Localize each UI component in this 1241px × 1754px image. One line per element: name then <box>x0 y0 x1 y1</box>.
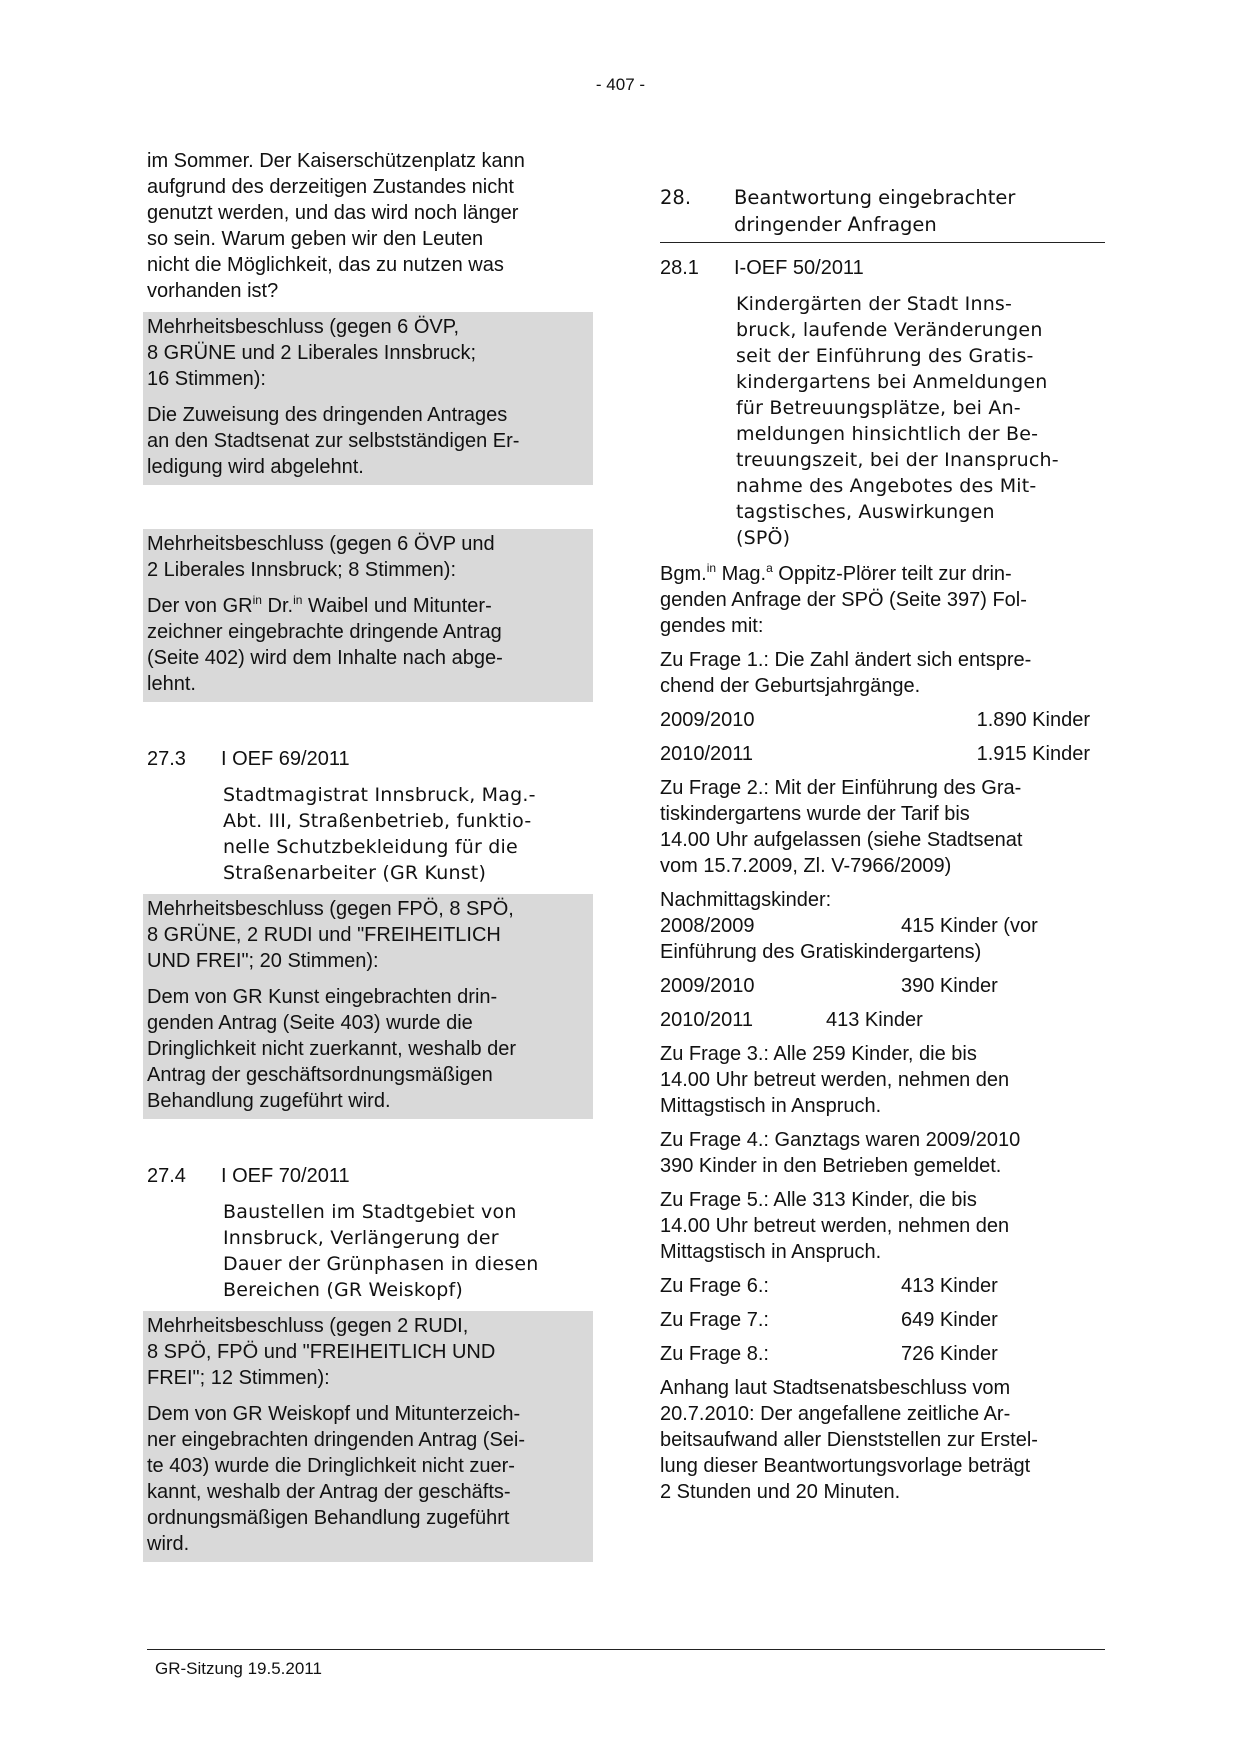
resolution-vote: Mehrheitsbeschluss (gegen 6 ÖVP, 8 GRÜNE und 2 Liberales Innsbruck; 16 Stimmen): <box>147 316 477 390</box>
page-number: - 407 - <box>595 75 646 94</box>
answer-intro: Bgm.$^{in}$ Mag.$^a$ Oppitz-Plörer teilt zur drin- genden Anfrage der SPÖ (Seite 397) Fol- gendes mit: <box>660 561 1027 637</box>
resolution-text: Dem von GR Weiskopf und Mitunterzeich- ner eingebrachten dringenden Antrag (Sei- te 403) wurde die Dringlichkeit nicht zuer- kannt, weshalb der Antrag der geschäfts- ordnungsmäßigen Behandlung zugeführt wird. <box>147 1403 526 1555</box>
answer-q1: Zu Frage 1.: Die Zahl ändert sich entspre- chend der Geburtsjahrgänge. <box>660 649 1032 697</box>
resolution-vote: Mehrheitsbeschluss (gegen FPÖ, 8 SPÖ, 8 GRÜNE, 2 RUDI und "FREIHEITLICH UND FREI"; 20 Stimmen): <box>147 898 514 972</box>
answer-q3: Zu Frage 3.: Alle 259 Kinder, die bis 14.00 Uhr betreut werden, nehmen den Mittagstisch in Anspruch. <box>660 1043 1010 1117</box>
section-number: 28. <box>660 186 692 209</box>
item-reference: I OEF 70/2011 <box>221 1165 350 1187</box>
resolution-box-1 <box>143 312 593 485</box>
footer-divider <box>147 1649 1105 1650</box>
answer-row: Zu Frage 7.: 649 Kinder <box>660 1309 998 1331</box>
intro-paragraph: im Sommer. Der Kaiserschützenplatz kann aufgrund des derzeitigen Zustandes nicht genutzt werden, und das wird noch länger so sein. Warum geben wir den Leuten nicht die Möglichkeit, das zu nutzen was vorhanden ist? <box>147 150 525 302</box>
resolution-text: Der von $GR^{in}$ Dr.$^{in}$ Waibel und Mitunter- zeichner eingebrachte dringende Antrag (Seite 402) wird dem Inhalte nach abge- lehnt. <box>147 593 503 695</box>
resolution-box-3 <box>143 894 593 1119</box>
q1-row: 2009/2010 1.890 Kinder <box>660 709 1090 731</box>
answer-q5: Zu Frage 5.: Alle 313 Kinder, die bis 14.00 Uhr betreut werden, nehmen den Mittagstisch in Anspruch. <box>660 1189 1010 1263</box>
section-heading <box>660 184 1105 243</box>
answer-row: Zu Frage 8.: 726 Kinder <box>660 1343 998 1365</box>
section-title: Beantwortung eingebrachter dringender Anfragen <box>734 186 1016 236</box>
answer-q4: Zu Frage 4.: Ganztags waren 2009/2010 390 Kinder in den Betrieben gemeldet. <box>660 1129 1021 1177</box>
resolution-vote: Mehrheitsbeschluss (gegen 6 ÖVP und 2 Liberales Innsbruck; 8 Stimmen): <box>147 533 495 581</box>
afternoon-children: Nachmittagskinder: 2008/2009 415 Kinder (vor Einführung des Gratiskindergartens) <box>660 889 1038 963</box>
item-description: Stadtmagistrat Innsbruck, Mag.- Abt. III, Straßenbetrieb, funktio- nelle Schutzbekleidung für die Straßenarbeiter (GR Kunst) <box>223 784 536 884</box>
item-description: Kindergärten der Stadt Inns- bruck, laufende Veränderungen seit der Einführung des Gratis- kindergartens bei Anmeldungen für Betreuungsplätze, bei An- meldungen hinsichtlich der Be- treuungszeit, bei der Inanspruch- nahme des Angebotes des Mit- tagstisches, Auswirkungen (SPÖ) <box>736 293 1059 549</box>
item-reference: I-OEF 50/2011 <box>734 257 864 279</box>
answer-q2: Zu Frage 2.: Mit der Einführung des Gra- tiskindergartens wurde der Tarif bis 14.00 Uhr aufgelassen (siehe Stadtsenat vom 15.7.2009, Zl. V-7966/2009) <box>660 777 1023 877</box>
appendix: Anhang laut Stadtsenatsbeschluss vom 20.7.2010: Der angefallene zeitliche Ar- beitsaufwand aller Dienststellen zur Erstel- lung dieser Beantwortungsvorlage beträgt 2 Stunden und 20 Minuten. <box>660 1377 1038 1503</box>
answer-row: Zu Frage 6.: 413 Kinder <box>660 1275 998 1297</box>
afternoon-row: 2010/2011 413 Kinder <box>660 1009 923 1031</box>
resolution-box-4 <box>143 1311 593 1562</box>
resolution-vote: Mehrheitsbeschluss (gegen 2 RUDI, 8 SPÖ, FPÖ und "FREIHEITLICH UND FREI"; 12 Stimmen): <box>147 1315 496 1389</box>
item-27-4 <box>147 1163 589 1562</box>
afternoon-row: 2009/2010 390 Kinder <box>660 975 998 997</box>
item-number: 28.1 <box>660 257 699 279</box>
item-27-3 <box>147 746 589 1119</box>
resolution-text: Dem von GR Kunst eingebrachten drin- genden Antrag (Seite 403) wurde die Dringlichkeit nicht zuerkannt, weshalb der Antrag der geschäftsordnungsmäßigen Behandlung zugeführt wird. <box>147 986 517 1112</box>
resolution-text: Die Zuweisung des dringenden Antrages an den Stadtsenat zur selbstständigen Er- ledigung wird abgelehnt. <box>147 404 520 478</box>
item-reference: I OEF 69/2011 <box>221 748 350 770</box>
item-description: Baustellen im Stadtgebiet von Innsbruck, Verlängerung der Dauer der Grünphasen in diesen Bereichen (GR Weiskopf) <box>223 1201 539 1301</box>
right-column <box>660 184 1105 1513</box>
item-number: 27.4 <box>147 1165 186 1187</box>
item-number: 27.3 <box>147 748 186 770</box>
footer-text: GR-Sitzung 19.5.2011 <box>155 1659 322 1678</box>
left-column <box>147 148 589 1562</box>
q1-row: 2010/2011 1.915 Kinder <box>660 743 1090 765</box>
resolution-box-2 <box>143 529 593 702</box>
